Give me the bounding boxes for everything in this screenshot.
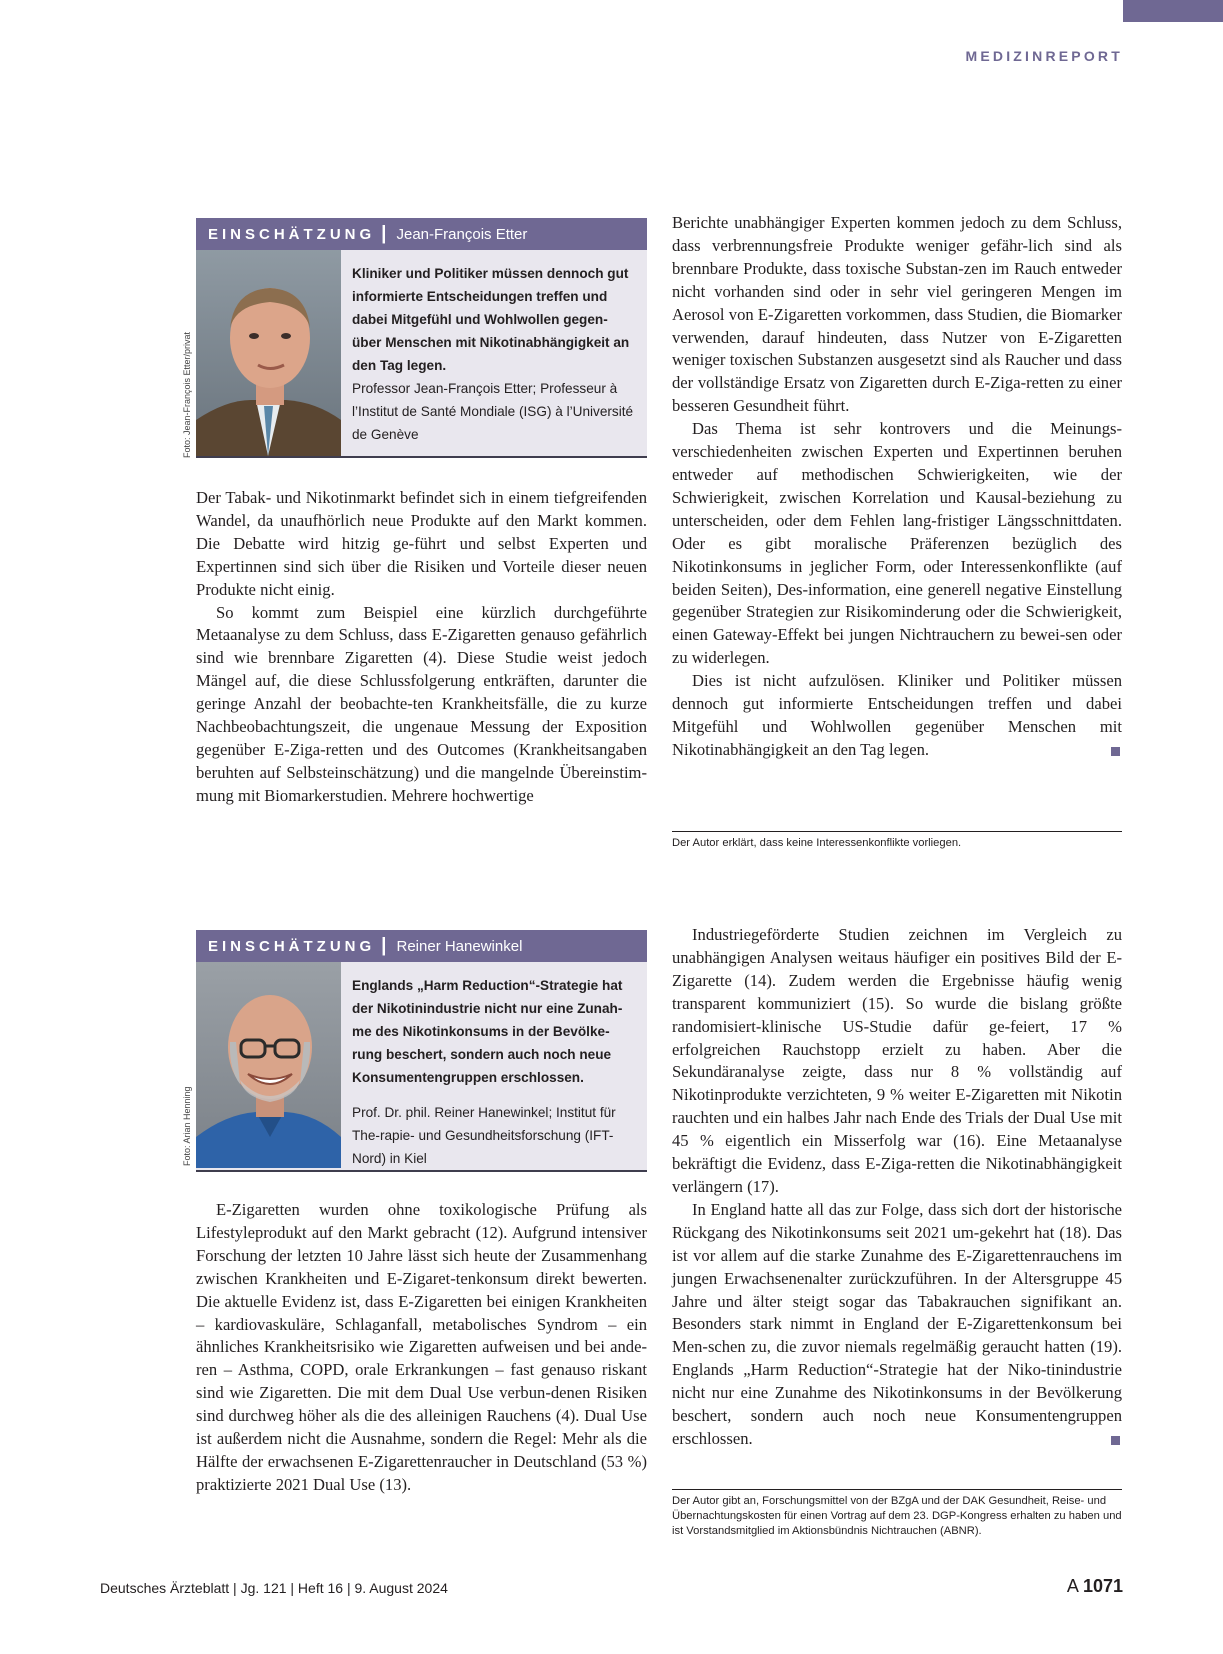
conflict-footnote: Der Autor erklärt, dass keine Interessenkonflikte vorliegen. xyxy=(672,831,1122,851)
journal-citation: Deutsches Ärzteblatt | Jg. 121 | Heft 16 | 9. August 2024 xyxy=(100,1580,448,1596)
box-quote: Kliniker und Politiker müssen dennoch gut informierte Entscheidungen treffen und dabei Mitgefühl und Wohlwollen gegen-über Menschen mit Nikotinabhängigkeit an den Tag legen. xyxy=(352,266,630,373)
author-photo-hanewinkel xyxy=(196,962,341,1168)
paragraph: Berichte unabhängiger Experten kommen jedoch zu dem Schluss, dass verbrennungsfreie Produkte weniger gefähr-lich sind als brennbare Produkte, dass toxische Substan-zen im Rauch entweder nicht vorhanden sind oder in sehr viel geringeren Mengen im Aerosol von E-Zigaretten vorkommen, dass Studien, die Biomarker verwenden, darauf hindeuten, dass Nutzer von E-Zigaretten weniger toxischen Substanzen ausgesetzt sind als Raucher und dass der vollständige Ersatz von Zigaretten durch E-Ziga-retten zu einer besseren Gesundheit führt. xyxy=(672,213,1122,416)
box-text xyxy=(341,250,647,456)
photo-credit: Foto: Arian Henning xyxy=(182,1086,192,1166)
paragraph-text: In England hatte all das zur Folge, dass sich dort der historische Rückgang des Nikotinkonsums seit 2021 um-gekehrt hat (18). Das ist vor allem auf die starke Zunahme des E-Zigarettenrauchens im jungen Erwachsenenalter zurückzuführen. In der Altersgruppe 45 Jahre und älter steigt sogar das Tabakrauchen signifikant an. Besonders stark nimmt in England der E-Zigarettenkonsum bei Men-schen zu, die zuvor niemals regelmäßig geraucht hatten (19). Englands „Harm Reduction“-Strategie hat der Niko-tinindustrie nicht nur eine Zunahme des Nikotinkonsums in der Bevölkerung beschert, sondern auch noch neue Konsumentengruppen erschlossen. xyxy=(672,1199,1122,1448)
assessment-box-header xyxy=(196,218,647,250)
photo-credit: Foto: Jean-François Etter/privat xyxy=(182,331,192,458)
assessment-box-header xyxy=(196,930,647,962)
paragraph: So kommt zum Beispiel eine kürzlich durchgeführte Metaanalyse zu dem Schluss, dass E-Zigaretten genauso gefährlich sind wie brennbare Zigaretten (4). Diese Studie weist jedoch Mängel auf, die diese Schlussfolgerung entkräften, darunter die geringe Anzahl der beobachte-ten Krankheitsfälle, die zu kurze Nachbeobachtungszeit, die ungenaue Messung der Exposition gegenüber E-Ziga-retten und des Outcomes (Krankheitsangaben beruhten auf Selbsteinschätzung) und die mangelnde Übereinstim-mung mit Biomarkerstudien. Mehrere hochwertige xyxy=(196,602,647,805)
article2-column-left xyxy=(196,1199,647,1497)
author-photo-etter xyxy=(196,250,341,456)
end-mark xyxy=(1111,747,1120,756)
end-mark xyxy=(1111,1436,1120,1445)
assessment-box-etter xyxy=(196,218,647,458)
article2-column-right xyxy=(672,924,1122,1451)
page-number-value: 1071 xyxy=(1082,1576,1123,1596)
box-quote: Englands „Harm Reduction“-Strategie hat der Nikotinindustrie nicht nur eine Zunah-me des Nikotinkonsums in der Bevölke-rung beschert, sondern auch noch neue Konsumentengruppen erschlossen. xyxy=(352,978,623,1085)
article1-column-left xyxy=(196,487,647,808)
paragraph: E-Zigaretten wurden ohne toxikologische Prüfung als Lifestyleprodukt auf den Markt gebracht (12). Aufgrund intensiver Forschung der letzten 10 Jahre lässt sich heute der Zusammenhang zwischen Krankheiten und E-Zigaret-tenkonsum direkt bewerten. Die aktuelle Evidenz ist, dass E-Zigaretten bei einigen Krankheiten – kardiovaskuläre, Schlaganfall, metabolisches Syndrom – ein ähnliches Krankheitsrisiko wie Zigaretten aufweisen und bei ande-ren – Asthma, COPD, orale Erkrankungen – fast genauso riskant sind wie Zigaretten. Die mit dem Dual Use verbun-denen Risiken sind durchweg höher als die des alleinigen Rauchens (4). Dual Use ist außerdem nicht die Ausnahme, sondern die Regel: Mehr als die Hälfte der erwachsenen E-Zigarettenraucher in Deutschland (53 %) praktizierte 2021 Dual Use (13). xyxy=(196,1200,647,1494)
paragraph-text: Dies ist nicht aufzulösen. Kliniker und Politiker müssen dennoch gut informierte Entscheidungen treffen und dabei Mitgefühl und Wohlwollen gegenüber Menschen mit Nikotinabhängigkeit an den Tag legen. xyxy=(672,671,1122,759)
box-author: Reiner Hanewinkel xyxy=(396,937,523,955)
section-label: MEDIZINREPORT xyxy=(965,48,1123,64)
paragraph: Das Thema ist sehr kontrovers und die Meinungs-verschiedenheiten zwischen Experten und Expertinnen beruhen entweder auf methodischen Schwierigkeiten, wie der Schwierigkeit, zwischen Korrelation und Kausal-beziehung zu unterscheiden, oder dem Fehlen lang-fristiger Längsschnittdaten. Oder es gibt moralische Präferenzen bezüglich des Nikotinkonsums in jeglicher Form, oder Interessenkonflikte (auf beiden Seiten), Des-information, eine generell negative Einstellung gegenüber Strategien zur Risikominderung oder die Schwierigkeit, einen Gateway-Effekt bei jungen Nichtrauchern zu bewei-sen oder zu widerlegen. xyxy=(672,419,1122,668)
article1-column-right xyxy=(672,212,1122,762)
paragraph: Industriegeförderte Studien zeichnen im Vergleich zu unabhängigen Analysen weitaus häufiger ein positives Bild der E-Zigarette (14). Zudem werden die Ergebnisse häufig wenig transparent kommuniziert (15). So wurde die bislang größte randomisiert-klinische US-Studie dafür ge-feiert, 17 % erfolgreichen Rauchstopp erzielt zu haben. Aber die Sekundäranalyse zeigte, dass nur 8 % vollständig auf Nikotinprodukte verzichteten, 9 % weiter E-Zigaretten mit Nikotin rauchten und ein halbes Jahr nach Ende des Trials der Dual Use mit 45 % eigentlich ein Misserfolg war (16). Eine Metaanalyse bekräftigt die Evidenz, dass E-Ziga-retten die Nikotinabhängigkeit verlängern (17). xyxy=(672,925,1122,1196)
paragraph-last xyxy=(672,1199,1122,1451)
box-separator: | xyxy=(381,935,387,956)
paragraph: Der Tabak- und Nikotinmarkt befindet sich in einem tiefgreifenden Wandel, da unaufhörlich neue Produkte auf den Markt kommen. Die Debatte wird hitzig ge-führt und selbst Experten und Expertinnen sind sich über die Risiken und Vorteile dieser neuen Produkte nicht einig. xyxy=(196,488,647,599)
page-number xyxy=(1067,1576,1123,1597)
page-prefix: A xyxy=(1066,1576,1078,1596)
box-keyword: EINSCHÄTZUNG xyxy=(208,937,376,955)
paragraph-last xyxy=(672,670,1122,762)
box-keyword: EINSCHÄTZUNG xyxy=(208,225,376,243)
box-affiliation: Prof. Dr. phil. Reiner Hanewinkel; Institut für The-rapie- und Gesundheitsforschung (IFT-Nord) in Kiel xyxy=(352,1105,616,1166)
box-affiliation: Professor Jean-François Etter; Professeur à l’Institut de Santé Mondiale (ISG) à l’Université de Genève xyxy=(352,381,634,442)
assessment-box-hanewinkel xyxy=(196,930,647,1172)
conflict-footnote: Der Autor gibt an, Forschungsmittel von der BZgA und der DAK Gesundheit, Reise- und Übernachtungskosten für einen Vortrag auf dem 23. DGP-Kongress erhalten zu haben und ist Vorstandsmitglied im Aktionsbündnis Nichtrauchen (ABNR). xyxy=(672,1489,1122,1539)
corner-color-tab xyxy=(1123,0,1223,22)
box-separator: | xyxy=(381,223,387,244)
box-text xyxy=(341,962,647,1170)
box-author: Jean-François Etter xyxy=(396,225,528,243)
